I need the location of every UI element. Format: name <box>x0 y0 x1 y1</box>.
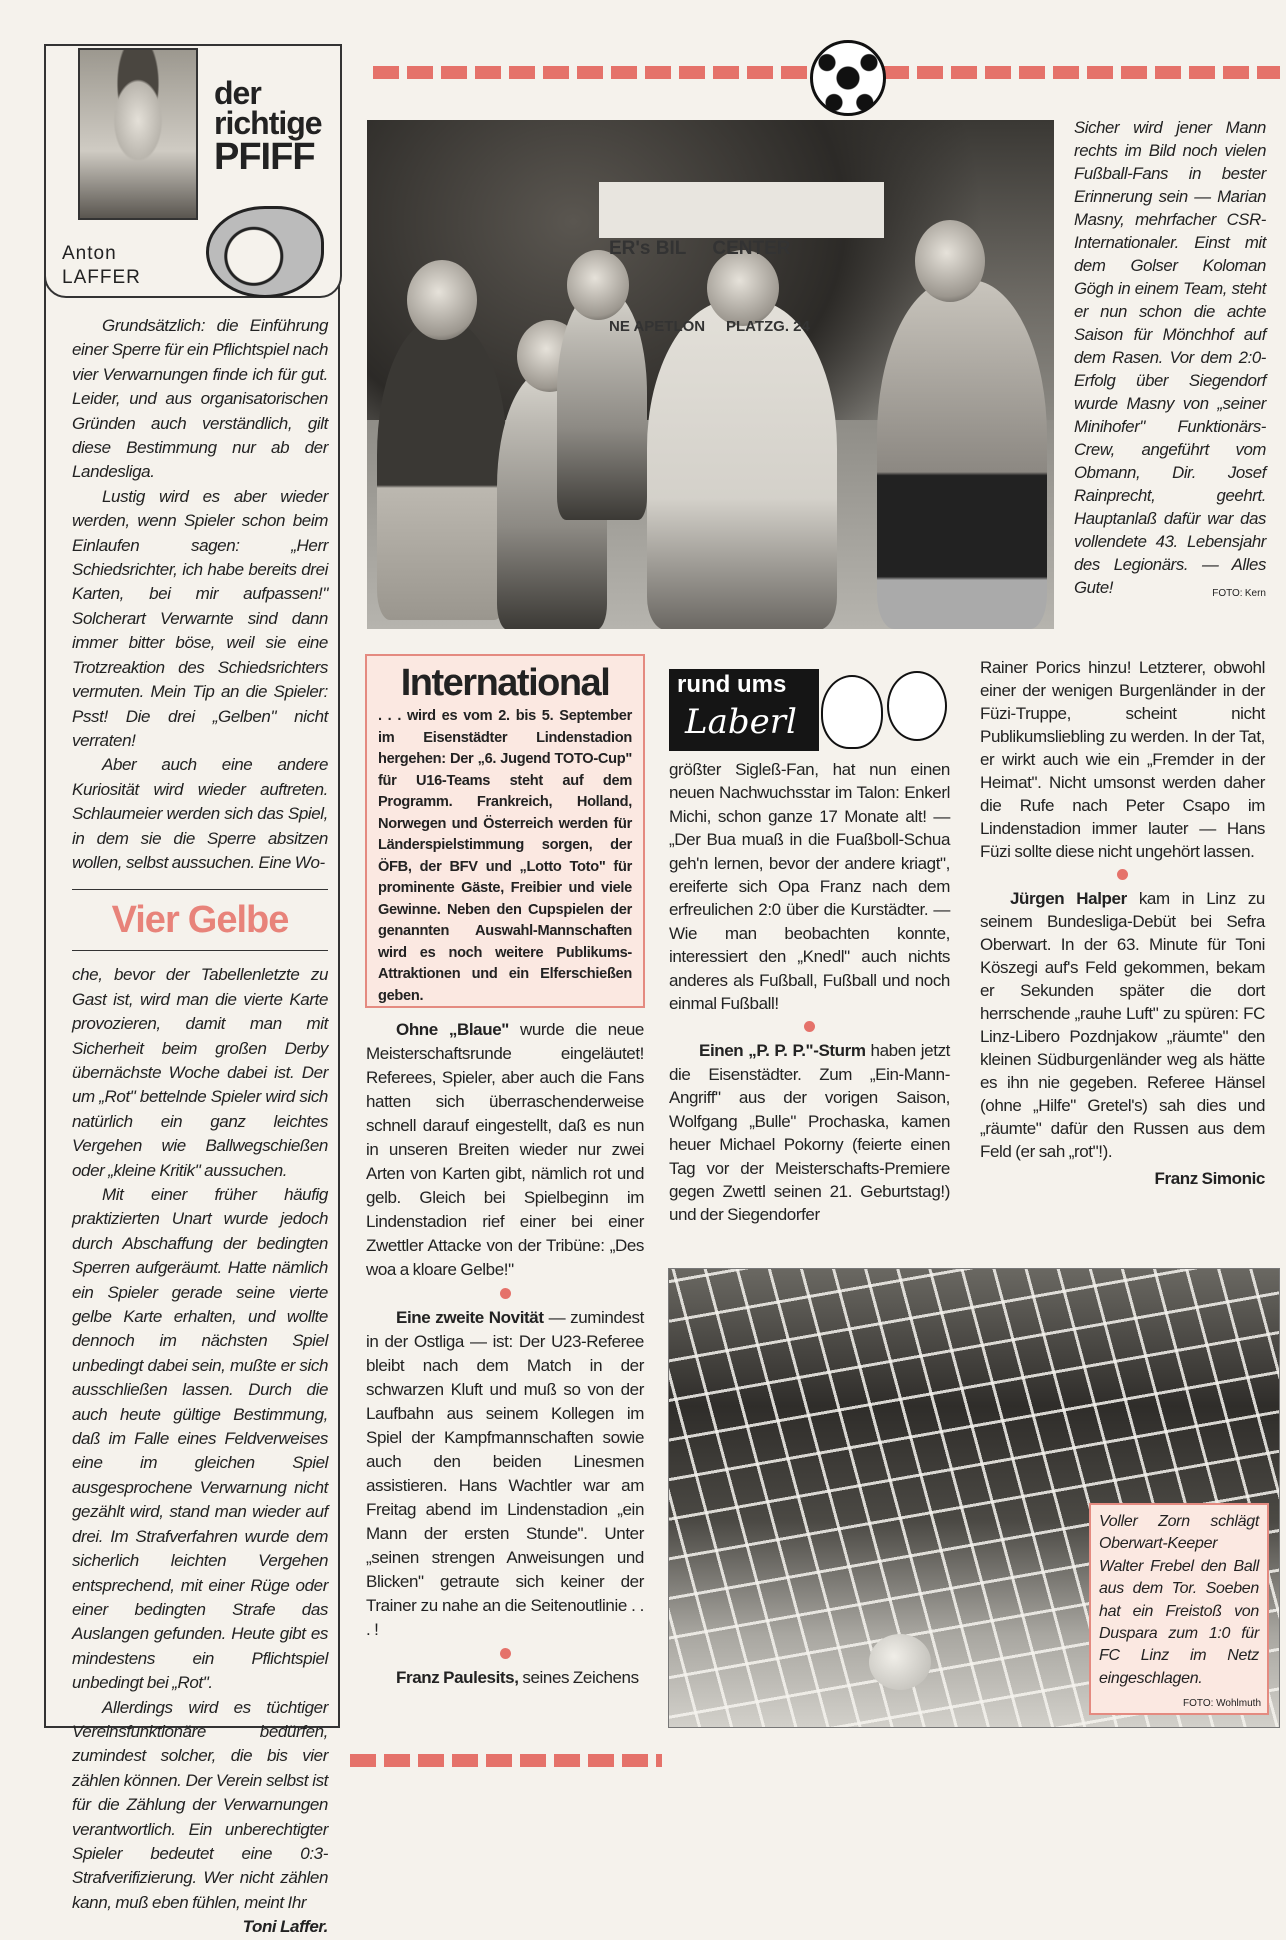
paragraph: Aber auch eine andere Kuriosität wird wieder auftreten. Schlaumeier werden sich das Spiel, in dem sie die Sperre absitzen wollen, selbst aussuchen. Eine Wo- <box>72 755 328 872</box>
news-item: Rainer Porics hinzu! Letzterer, obwohl einer der wenigen Burgenländer in der Füzi-Truppe, scheint nicht Publikumsliebling zu werden. In der Tat, er wirkt auch wie ein „Fremder in der Heimat". Nicht umsonst werden daher die Rufe nach Peter Csapo im Lindenstadion immer lauter — Hans Füzi sollte diese nicht ungehört lassen. <box>980 658 1265 861</box>
photo-caption-bottom: Voller Zorn schlägt Oberwart-Keeper Walter Frebel den Ball aus dem Tor. Soeben hat ein Freistoß von Duspara zum 1:0 für FC Linz im Netz eingeschlagen. FOTO: Wohlmuth <box>1089 1503 1269 1715</box>
paragraph: Allerdings wird es tüchtiger Vereinsfunktionäre bedürfen, zumindest solcher, die bis vier zählen können. Der Verein selbst ist für die Zählung der Verwarnungen verantwortlich. Ein unberechtigter Spieler bedeutet eine 0:3-Strafverifizierung. Wer nicht zählen kann, muß eben fühlen, meint Ihr <box>72 1697 328 1912</box>
signature: Toni Laffer. <box>242 1917 328 1937</box>
news-column-2 <box>366 1018 644 1690</box>
news-item: Eine zweite Novität — zumindest in der Ostliga — ist: Der U23-Referee bleibt nach dem Match in der schwarzen Kluft und muß so von der Laufbahn aus seinem Kollegen im Spiel der Kampfmannschaften sowie auch den beiden Linesmen assistieren. Hans Wachtler war am Freitag abend im Lindenstadion „ein Mann der ersten Stunde". Unter „seinen strengen Anweisungen und Blicken" getraute sich keiner der Trainer zu nahe an die Seitenoutlinie . . . ! <box>366 1308 644 1639</box>
photo-credit: FOTO: Wohlmuth <box>1183 1698 1261 1709</box>
news-item: Franz Paulesits, seines Zeichens <box>396 1668 639 1687</box>
box-body: . . . wird es vom 2. bis 5. September im Eisenstädter Lindenstadion hergehen: Der „6. Jugend TOTO-Cup" für U16-Teams steht auf dem Programm. Frankreich, Holland, Norwegen und Österreich werden für Länderspielstimmung sorgen, der ÖFB, der BFV und „Lotto Toto" für prominente Gäste, Freibier und viele Gewinne. Neben den Cupspielen der genannten Auswahl-Mannschaften wird es noch weitere Publikums-Attraktionen und ein Elferschießen geben. <box>378 708 632 1004</box>
column-title: der richtige PFIFF <box>214 75 322 178</box>
photo-caption-top: Sicher wird jener Mann rechts im Bild noch vielen Fußball-Fans in bester Erinnerung sein — Marian Masny, mehrfacher CSR-Internationaler. Einst mit dem Golser Koloman Gögh in einem Team, steht er nun schon die achte Saison für Mönchhof auf dem Rasen. Vor dem 2:0-Erfolg über Siegendorf wurde Masny von „seiner Minihofer" Funktionärs-Crew, angeführt vom Obmann, Dir. Josef Rainprecht, geehrt. Hauptanlaß dafür war das vollendete 43. Lebensjahr des Legionärs. — Alles Gute! FOTO: Kern <box>1074 116 1266 605</box>
paragraph: Lustig wird es aber wieder werden, wenn Spieler schon beim Einlaufen sagen: „Herr Schiedsrichter, ich habe bereits drei Karten, bei mir aufpassen!" Solcherart Verwarnte sind dann immer bitter böse, weil sie eine Trotzreaktion des Schiedsrichters vermuten. Mein Tip an die Spieler: Psst! Die drei „Gelben" nicht verraten! <box>72 486 328 750</box>
news-item: Ohne „Blaue" wurde die neue Meisterschaftsrunde eingeläutet! Referees, Spieler, aber auch die Fans hatten sich überraschenderweise schnell darauf eingestellt, daß es nun in unseren Breiten wieder nur zwei Arten von Karten gibt, nämlich rot und gelb. Gleich bei Spielbeginn im Lindenstadion rief einer bei einer Zwettler Attacke von der Tribüne: „Des woa a kloare Gelbe!" <box>366 1020 644 1279</box>
international-box <box>365 654 645 1008</box>
news-column-3 <box>669 758 950 1227</box>
author-photo <box>78 48 198 220</box>
bullet-dot <box>500 1648 511 1659</box>
stadium-sign: ER's BIL CENTER NE APETLON PLATZG. 24 <box>599 182 884 238</box>
column-header <box>44 44 342 298</box>
author-name: Anton LAFFER <box>62 243 141 288</box>
section-headline: Vier Gelbe <box>72 889 328 951</box>
bullet-dot <box>500 1288 511 1299</box>
news-item: größter Sigleß-Fan, hat nun einen neuen Nachwuchsstar im Talon: Enkerl Michi, schon ganze 17 Monate alt! — „Der Bua muaß in die Fuaßboll-Schua geh'n lernen, bevor der andere kriagt", ereiferte sich Opa Franz nach dem erfreulichen 2:0 über die Kurstädter. — Wie man beobachten konnte, interessiert den „Knedl" auch nichts anderes als Fußball, Fußball und noch einmal Fußball! <box>669 760 950 1014</box>
bullet-dot <box>1117 869 1128 880</box>
commentary-column <box>44 44 340 1937</box>
box-title: International <box>400 662 610 704</box>
paragraph: Grundsätzlich: die Einführung einer Sperre für ein Pflichtspiel nach vier Verwarnungen finde ich für gut. Leider, und aus organisatorischen Gründen auch verständlich, gilt diese Bestimmung nur ab der Landesliga. <box>72 316 328 482</box>
paragraph: Mit einer früher häufig praktizierten Unart wurde jedoch durch Abschaffung der bedingten Sperren aufgeräumt. Hatte nämlich ein Spieler gerade seine vierte gelbe Karte erhalten, und wollte dennoch im nächsten Spiel unbedingt dabei sein, mußte er sich ausschließen lassen. Durch die auch heute gültige Bestimmung, daß im Falle eines Feldverweises eine im gleichen Spiel ausgesprochene Verwarnung nicht gezählt wird, stand man wieder auf drei. Im Strafverfahren wurde dem sicherlich leichten Vergehen entsprechend, mit einer Rüge oder einer bedingten Strafe das Auslangen gefunden. Heute gibt es mindestens ein Pflichtspiel unbedingt bei „Rot". <box>72 1185 328 1693</box>
team-photo <box>367 120 1054 629</box>
news-item: Jürgen Halper kam in Linz zu seinem Bundesliga-Debüt bei Sefra Oberwart. In der 63. Minute für Toni Köszegi auf's Feld gekommen, bekam er Sekunden später die dort herrschende „rauhe Luft" zu spüren: FC Linz-Libero Pozdnjakow „räumte" den kleinen Südburgenländer weg als hätte es ihn nie gegeben. Referee Hänsel (ohne „Hilfe" Gretel's) sah dies und „räumte" dafür den Russen aus dem Feld (er sah „rot"!). <box>980 889 1265 1161</box>
news-column-4 <box>980 656 1265 1190</box>
decorative-dash-bar-bottom <box>350 1754 662 1767</box>
cartoon-face-icon <box>887 671 947 741</box>
football-icon <box>810 40 886 116</box>
whistle-icon <box>206 206 324 298</box>
photo-credit: FOTO: Kern <box>1212 588 1266 599</box>
signature: Franz Simonic <box>1154 1169 1265 1188</box>
bullet-dot <box>804 1021 815 1032</box>
paragraph: che, bevor der Tabellenletzte zu Gast ist, wird man die vierte Karte provozieren, damit man mit Sicherheit beim großen Derby übernächste Woche dabei ist. Der um „Rot" bettelnde Spieler wird sich natürlich ein ganz leichtes Vergehen wie Ballwegschießen oder „kleine Kritik" aussuchen. <box>72 965 328 1180</box>
cartoon-face-icon <box>821 675 883 749</box>
goalkeeper-photo <box>668 1268 1280 1728</box>
rubric-logo: rund ums Laberl <box>669 669 951 753</box>
ball <box>869 1634 931 1690</box>
news-item: Einen „P. P. P."-Sturm haben jetzt die Eisenstädter. Zum „Ein-Mann-Angriff" aus der vorigen Saison, Wolfgang „Bulle" Prochaska, kamen heuer Michael Pokorny (feierte einen Tag vor der Meisterschafts-Premiere gegen Zwettl seinen 21. Geburtstag!) und der Siegendorfer <box>669 1041 950 1225</box>
column-body <box>72 314 328 1940</box>
